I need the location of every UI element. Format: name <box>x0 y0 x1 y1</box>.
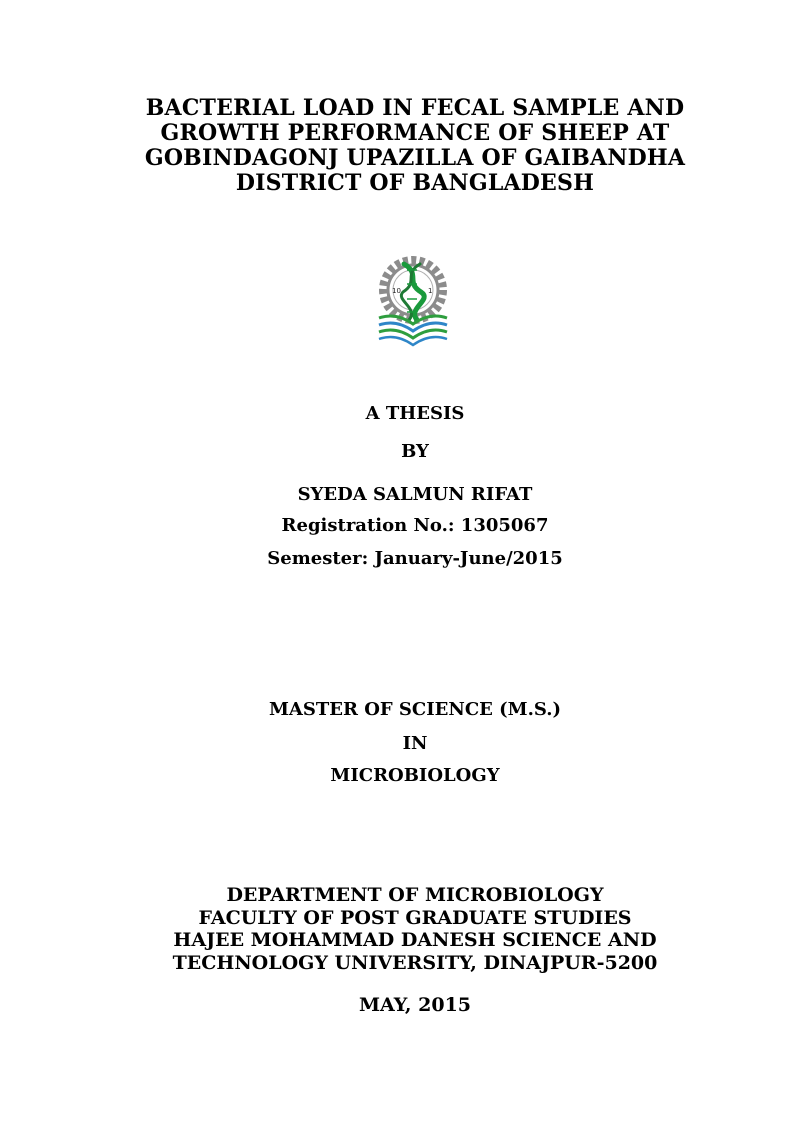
institution-line: TECHNOLOGY UNIVERSITY, DINAJPUR-5200 <box>172 951 658 974</box>
thesis-title-line: GOBINDAGONJ UPAZILLA OF GAIBANDHA <box>144 145 686 171</box>
degree-label: MASTER OF SCIENCE (M.S.) <box>268 699 562 720</box>
open-book-icon <box>379 316 447 345</box>
thesis-title-line: DISTRICT OF BANGLADESH <box>235 170 595 196</box>
thesis-title-line: GROWTH PERFORMANCE OF SHEEP AT <box>160 120 670 146</box>
registration-number: Registration No.: 1305067 <box>281 515 549 536</box>
emblem-text-left: 10 <box>392 287 401 295</box>
university-emblem-icon <box>373 252 453 348</box>
institution-line: FACULTY OF POST GRADUATE STUDIES <box>198 906 632 929</box>
institution-block <box>0 884 800 974</box>
thesis-title-line: BACTERIAL LOAD IN FECAL SAMPLE AND <box>145 95 685 121</box>
semester-info: Semester: January-June/2015 <box>267 548 563 569</box>
submission-date: MAY, 2015 <box>358 994 472 1016</box>
in-label: IN <box>402 733 428 754</box>
institution-line: DEPARTMENT OF MICROBIOLOGY <box>226 884 604 906</box>
institution-line: HAJEE MOHAMMAD DANESH SCIENCE AND <box>173 929 657 951</box>
subject-label: MICROBIOLOGY <box>330 765 500 786</box>
thesis-title <box>0 96 800 196</box>
author-name: SYEDA SALMUN RIFAT <box>297 484 533 505</box>
emblem-text-right: 1 <box>428 287 433 295</box>
by-label: BY <box>401 441 429 462</box>
thesis-label: A THESIS <box>365 403 465 424</box>
